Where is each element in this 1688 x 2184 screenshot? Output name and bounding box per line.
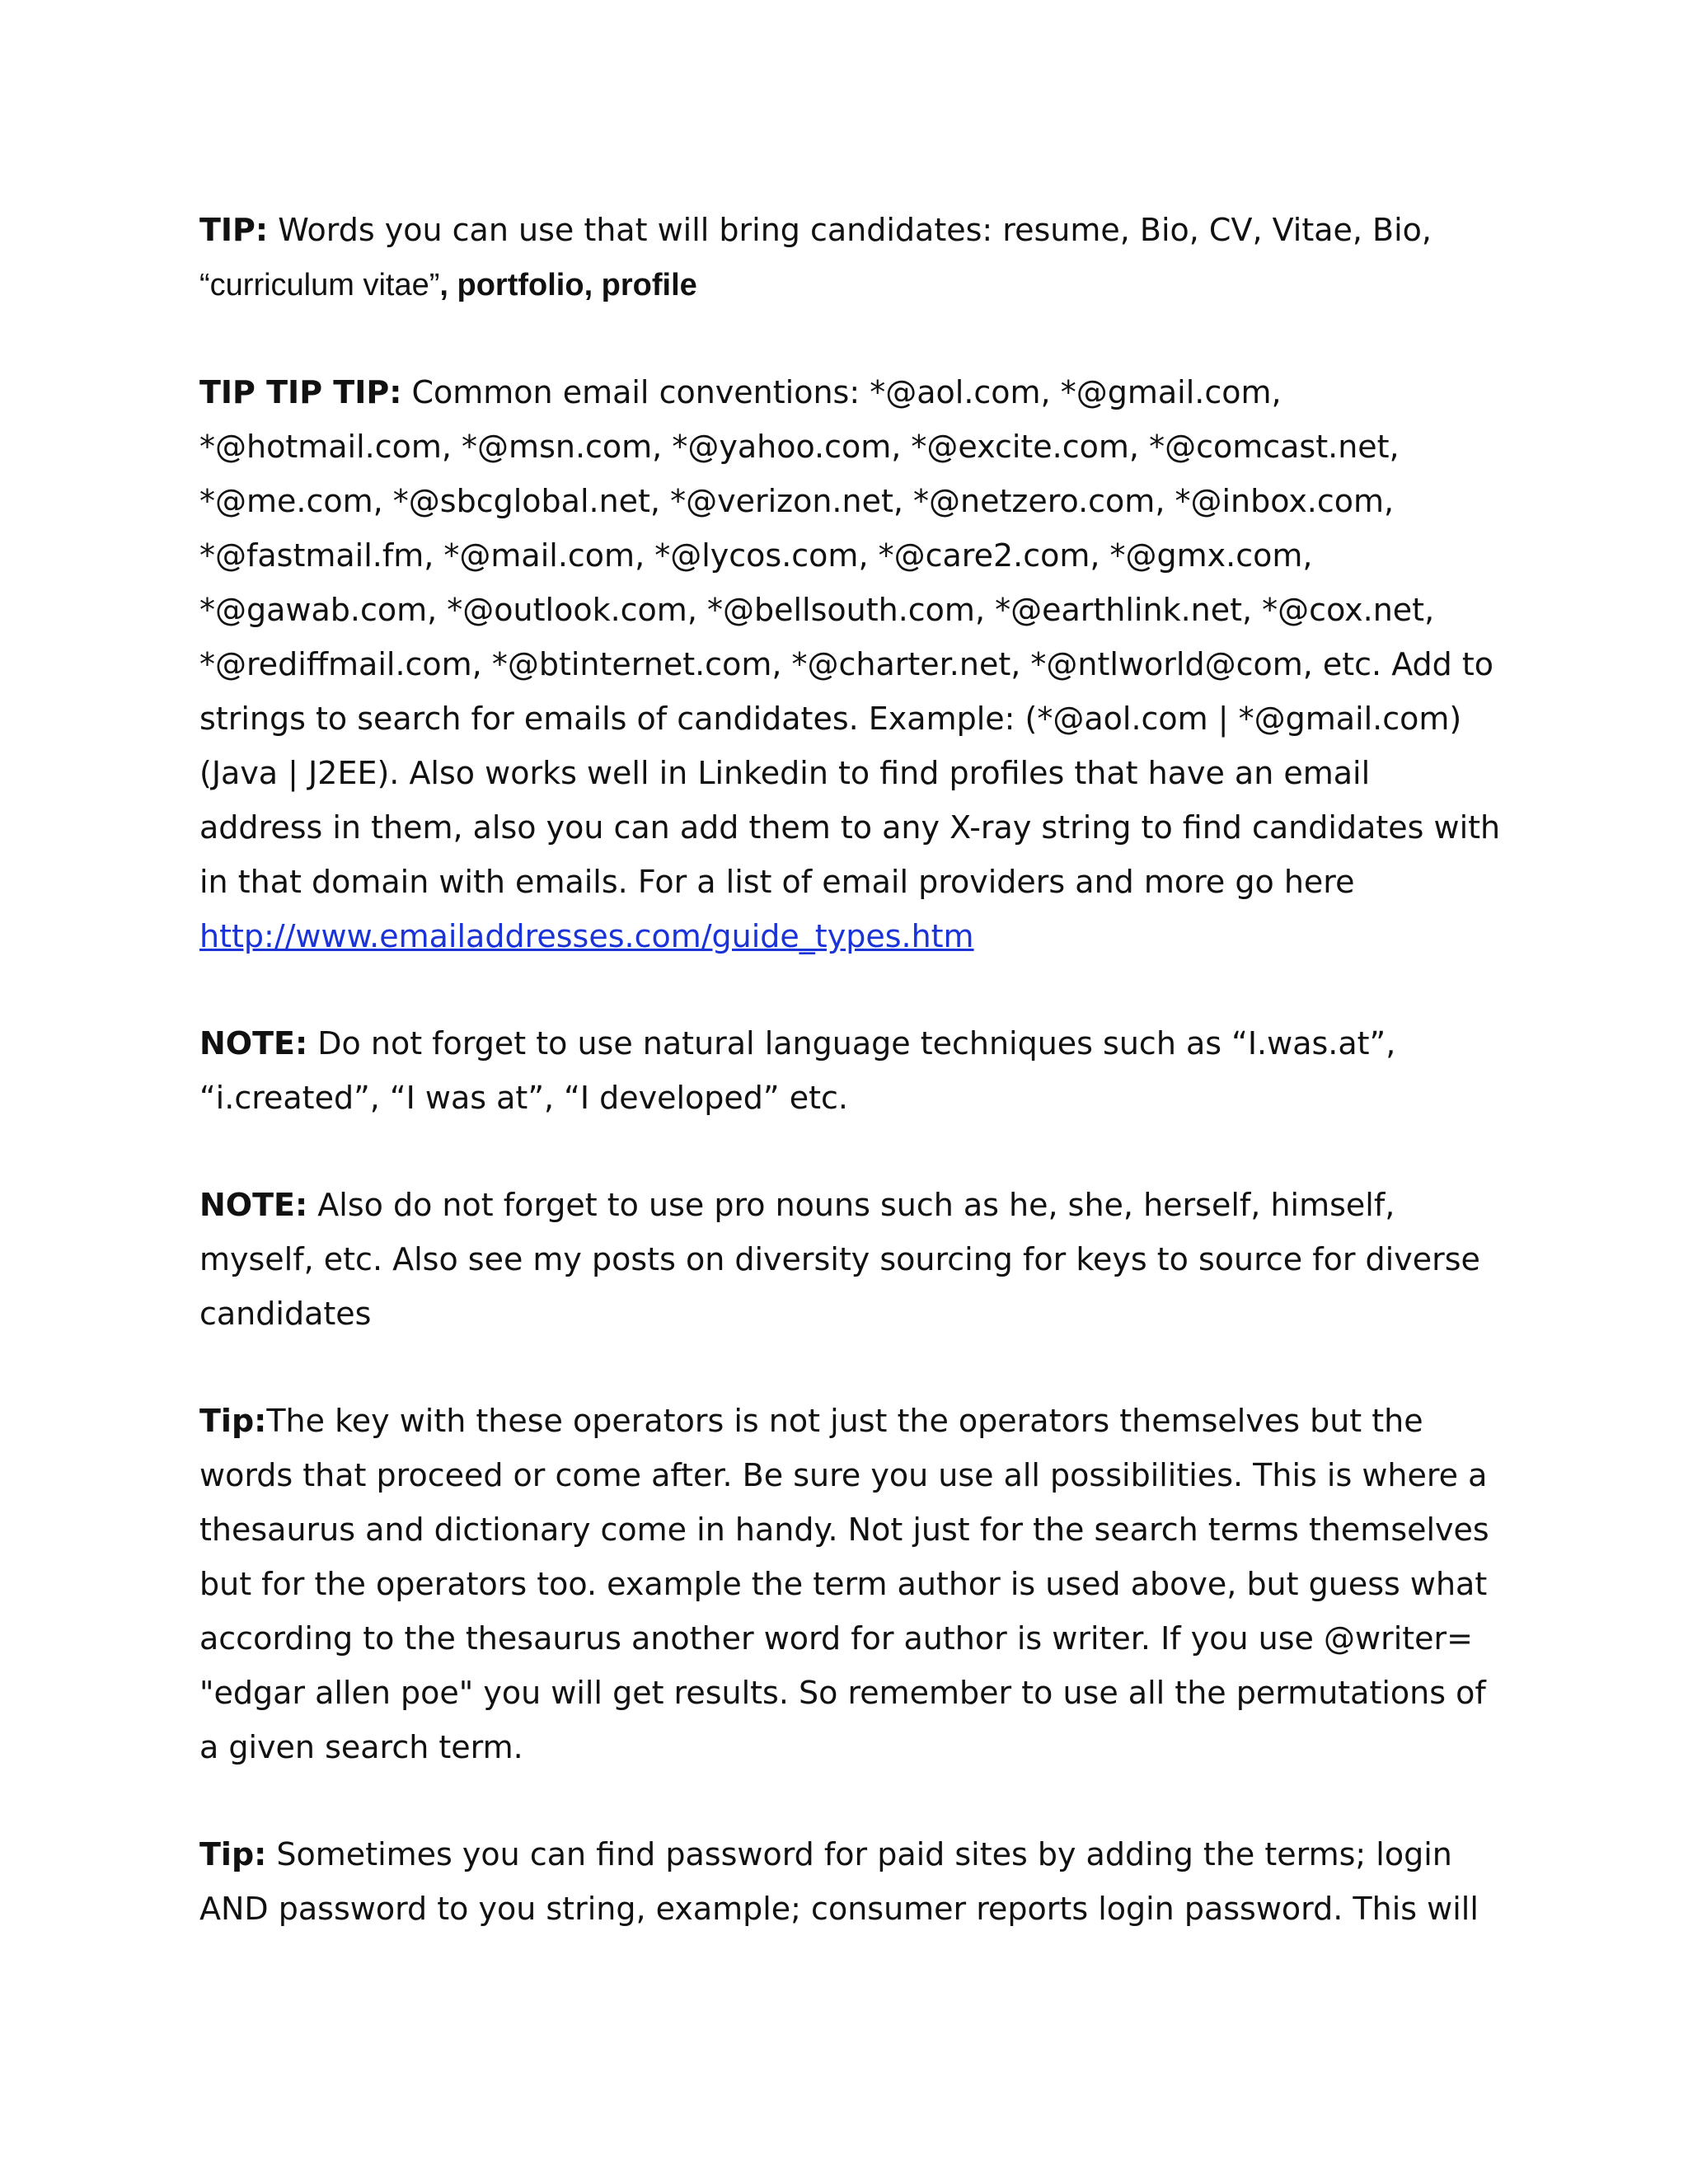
tip-text-portfolio: , portfolio, profile [439, 268, 697, 302]
tip-label: TIP TIP TIP: [199, 374, 402, 410]
tip-text: Sometimes you can find password for paid sites by adding the terms; login AND password to you string, example; consumer reports login password. This will [199, 1836, 1479, 1927]
note-text: Also do not forget to use pro nouns such as he, she, herself, himself, myself, etc. Also see my posts on diversity sourcing for keys to source for diverse candidates [199, 1187, 1480, 1332]
tip-text: Words you can use that will bring candidates: resume, Bio, CV, Vitae, Bio, [268, 212, 1432, 248]
note-paragraph-natural-language [199, 1016, 1502, 1125]
document-body [199, 203, 1502, 1989]
tip-paragraph-passwords [199, 1827, 1502, 1936]
tip-label: Tip: [199, 1403, 267, 1439]
note-paragraph-pronouns [199, 1178, 1502, 1341]
tip-label: TIP: [199, 212, 269, 248]
note-label: NOTE: [199, 1187, 308, 1223]
tip-paragraph-words [199, 203, 1502, 312]
tip-label: Tip: [199, 1836, 267, 1872]
tip-paragraph-operators [199, 1394, 1502, 1774]
tip-text: Common email conventions: *@aol.com, *@gmail.com, *@hotmail.com, *@msn.com, *@yahoo.com, *@excite.com, *@comcast.net, *@me.com, *@sbcglobal.net, *@verizon.net, *@netzero.com, *@inbox.com, *@fastmail.fm, *@mail.com, *@lycos.com, *@care2.com, *@gmx.com, *@gawab.com, *@outlook.com, *@bellsouth.com, *@earthlink.net, *@cox.net, *@rediffmail.com, *@btinternet.com, *@charter.net, *@ntlworld@com, etc. Add to strings to search for emails of candidates. Example: (*@aol.com | *@gmail.com) (Java | J2EE). Also works well in Linkedin to find profiles that have an email address in them, also you can add them to any X-ray string to find candidates with in that domain with emails. For a list of email providers and more go here [199, 374, 1501, 900]
email-providers-link[interactable]: http://www.emailaddresses.com/guide_types.htm [199, 918, 974, 954]
tip-text-curriculum: “curriculum vitae” [199, 268, 440, 302]
tip-paragraph-email [199, 365, 1502, 963]
note-label: NOTE: [199, 1025, 308, 1062]
tip-text: The key with these operators is not just the operators themselves but the words that proceed or come after. Be sure you use all possibilities. This is where a thesaurus and dictionary come in handy. Not just for the search terms themselves but for the operators too. example the term author is used above, but guess what according to the thesaurus another word for author is writer. If you use @writer= "edgar allen poe" you will get results. So remember to use all the permutations of a given search term. [199, 1403, 1489, 1765]
note-text: Do not forget to use natural language techniques such as “I.was.at”, “i.created”, “I was at”, “I developed” etc. [199, 1025, 1396, 1116]
